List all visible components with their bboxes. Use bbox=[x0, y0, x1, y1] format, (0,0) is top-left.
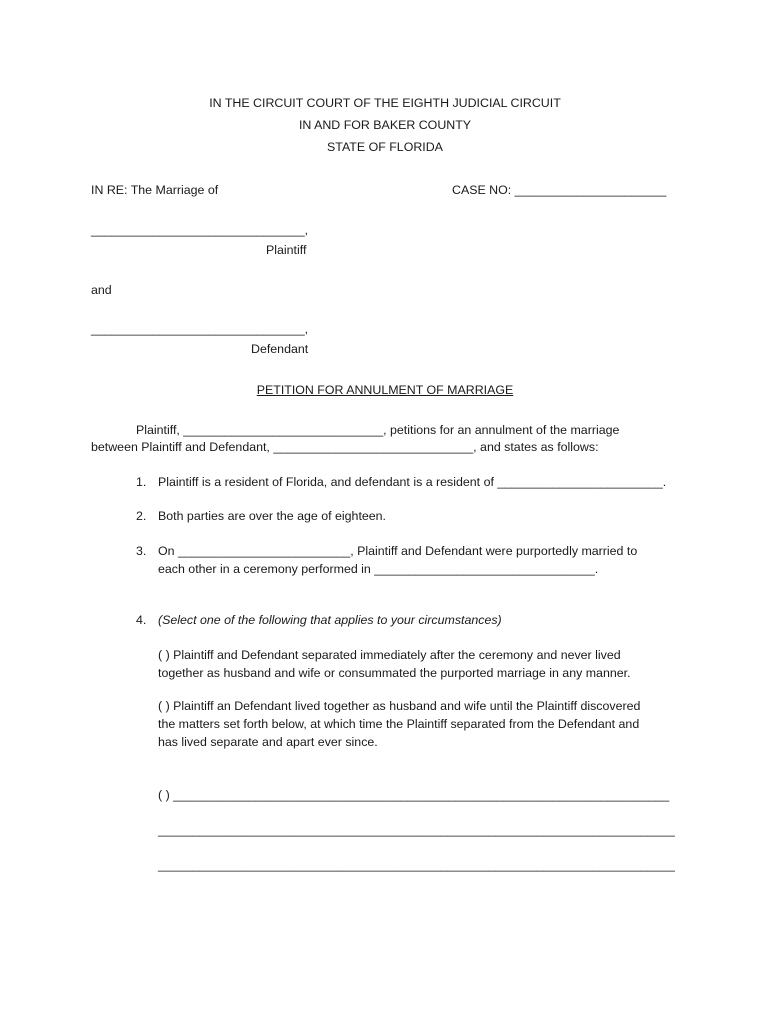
court-header-line-3: STATE OF FLORIDA bbox=[327, 140, 443, 154]
in-re-label: IN RE: The Marriage of bbox=[91, 183, 219, 197]
court-header-line-1: IN THE CIRCUIT COURT OF THE EIGHTH JUDICIAL CIRCUIT bbox=[209, 96, 561, 110]
item-1-text: Plaintiff is a resident of Florida, and defendant is a resident of ________________________. bbox=[158, 475, 667, 489]
option-c-line-2: ___________________________________________________________________________ bbox=[158, 823, 675, 837]
intro-line-1: Plaintiff, _____________________________, petitions for an annulment of the marriage bbox=[136, 423, 620, 437]
option-b-line-2: the matters set forth below, at which time the Plaintiff separated from the Defendant and bbox=[158, 717, 640, 731]
option-b-line-1: ( ) Plaintiff an Defendant lived together as husband and wife until the Plaintiff discovered bbox=[158, 699, 641, 713]
court-header-line-2: IN AND FOR BAKER COUNTY bbox=[298, 118, 472, 132]
plaintiff-label: Plaintiff bbox=[266, 243, 307, 257]
option-c-line-3: ___________________________________________________________________________ bbox=[158, 858, 675, 872]
item-3-text-line-2: each other in a ceremony performed in ________________________________. bbox=[158, 562, 599, 576]
intro-line-2: between Plaintiff and Defendant, _____________________________, and states as follows: bbox=[91, 440, 599, 454]
item-4-number: 4. bbox=[136, 613, 147, 627]
item-1-number: 1. bbox=[136, 475, 147, 489]
option-a-line-2: together as husband and wife or consummated the purported marriage in any manner. bbox=[158, 666, 631, 680]
item-4-instruction: (Select one of the following that applies to your circumstances) bbox=[158, 613, 502, 627]
defendant-name-blank: _______________________________, bbox=[91, 322, 309, 336]
option-a-line-1: ( ) Plaintiff and Defendant separated immediately after the ceremony and never lived bbox=[158, 648, 621, 662]
petition-title: PETITION FOR ANNULMENT OF MARRIAGE bbox=[256, 383, 514, 397]
option-b-line-3: has lived separate and apart ever since. bbox=[158, 735, 378, 749]
and-label: and bbox=[91, 283, 112, 297]
item-3-number: 3. bbox=[136, 544, 147, 558]
defendant-label: Defendant bbox=[251, 342, 309, 356]
option-c-line-1: ( ) ________________________________________________________________________ bbox=[158, 788, 670, 802]
plaintiff-name-blank: _______________________________, bbox=[91, 223, 309, 237]
item-3-text-line-1: On _________________________, Plaintiff and Defendant were purportedly married to bbox=[158, 544, 638, 558]
item-2-number: 2. bbox=[136, 509, 147, 523]
case-number-field: CASE NO: ______________________ bbox=[452, 183, 667, 197]
item-2-text: Both parties are over the age of eighteen. bbox=[158, 509, 387, 523]
